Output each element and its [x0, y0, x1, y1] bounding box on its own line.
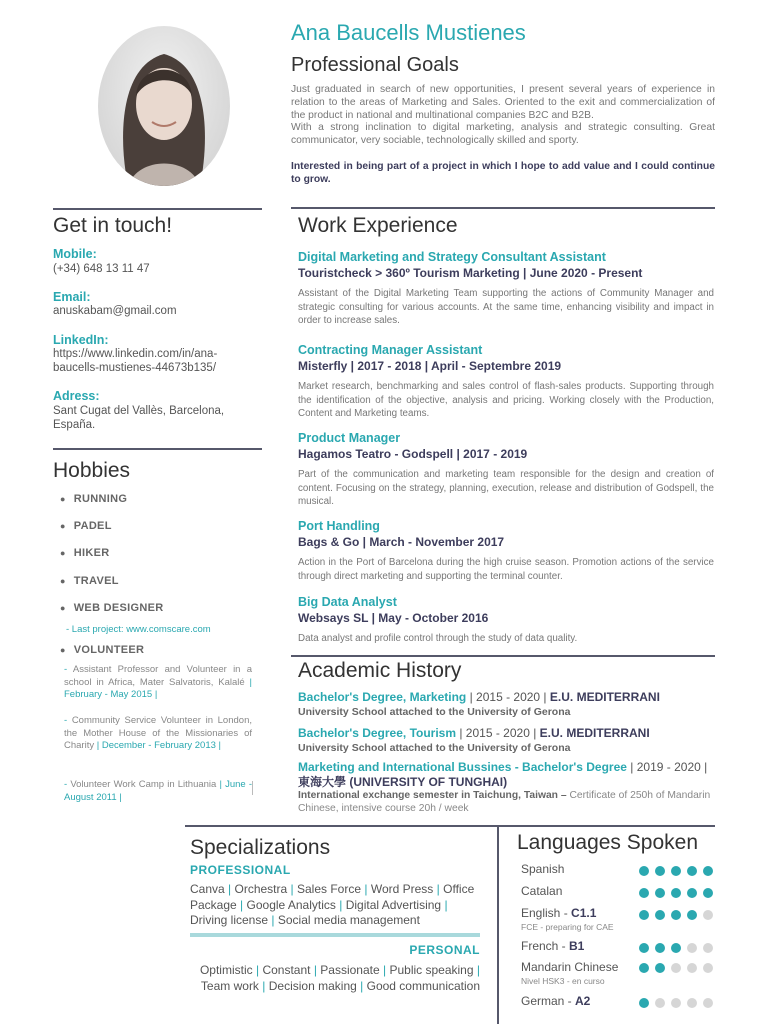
academic-title: Academic History	[298, 659, 462, 682]
vertical-divider	[497, 826, 499, 1024]
last-project-link[interactable]: - Last project: www.comscare.com	[66, 624, 211, 635]
language-row	[521, 992, 721, 1012]
language-name: German -	[521, 994, 576, 1008]
skill-item: Google Analytics	[246, 897, 336, 912]
degree-years: | 2015 - 2020 |	[459, 726, 537, 740]
level-dot-filled-icon	[639, 998, 649, 1008]
language-name: English -	[521, 906, 572, 920]
language-level-dots	[639, 907, 719, 925]
divider	[291, 655, 715, 657]
bullet-icon: ●	[60, 576, 66, 586]
divider	[53, 448, 262, 450]
school-sub	[298, 790, 714, 815]
address-line-1: Sant Cugat del Vallès, Barcelona,	[53, 405, 225, 417]
school-name: E.U. MEDITERRANI	[539, 726, 650, 740]
mobile-label: Mobile:	[53, 247, 97, 261]
mobile-value[interactable]: (+34) 648 13 11 47	[53, 263, 150, 275]
address-line-2: España.	[53, 419, 96, 431]
divider	[291, 207, 715, 209]
language-name: Spanish	[521, 862, 565, 876]
school-name: E.U. MEDITERRANI	[549, 690, 660, 704]
email-value[interactable]: anuskabam@gmail.com	[53, 305, 177, 317]
work-title: Work Experience	[298, 214, 458, 237]
language-name: French -	[521, 939, 570, 953]
level-dot-filled-icon	[639, 866, 649, 876]
language-note: Nivel HSK3 - en curso	[521, 976, 605, 986]
linkedin-value[interactable]	[53, 347, 217, 375]
specializations-title: Specializations	[190, 836, 331, 859]
bullet-icon: ●	[60, 645, 66, 655]
languages-title: Languages Spoken	[517, 831, 698, 854]
job-title: Digital Marketing and Strategy Consultant Assistant	[298, 250, 606, 264]
skill-item: Word Press	[370, 882, 434, 896]
job-entry	[298, 519, 714, 583]
level-dot-empty-icon	[655, 998, 665, 1008]
hobby-item	[60, 520, 112, 532]
goals-paragraph-1: Just graduated in search of new opportunities, I present several years of experience in relation to the areas of Marketing and Sales. Oriented to the exit and commercialization of the product in national and multinational companies B2C and B2B.	[291, 84, 715, 121]
level-dot-empty-icon	[687, 963, 697, 973]
hobby-item	[60, 644, 144, 656]
job-description: Data analyst and profile control through the study of data quality.	[298, 633, 578, 644]
level-dot-filled-icon	[639, 963, 649, 973]
level-dot-filled-icon	[655, 943, 665, 953]
job-title: Big Data Analyst	[298, 595, 397, 609]
volunteer-date: | June - August 2011 |	[64, 779, 253, 803]
level-dot-filled-icon	[687, 910, 697, 920]
skill-item: Passionate	[320, 963, 380, 977]
volunteer-date: | December - February 2013 |	[96, 740, 221, 751]
degree-title: Bachelor's Degree, Marketing	[298, 690, 467, 704]
professional-label: PROFESSIONAL	[190, 863, 291, 877]
language-row	[521, 904, 721, 934]
linkedin-label: LinkedIn:	[53, 333, 109, 347]
skill-item: Optimistic	[199, 963, 253, 977]
job-description: Assistant of the Digital Marketing Team supporting the actions of Community Manager and strategic consulting for various accounts. At the same time, enhancing visibility and impact in order to increase sales.	[298, 288, 714, 326]
goals-paragraph-3: Interested in being part of a project in which I hope to add value and I could continue to grow.	[291, 160, 715, 185]
hobbies-title: Hobbies	[53, 459, 131, 482]
level-dot-filled-icon	[671, 943, 681, 953]
job-entry	[298, 343, 714, 421]
degree-title: Bachelor's Degree, Tourism	[298, 726, 457, 740]
address-label: Adress:	[53, 389, 100, 403]
address-value	[53, 404, 224, 432]
job-company: Touristcheck > 360º Tourism Marketing | June 2020 - Present	[298, 266, 643, 280]
linkedin-line-1[interactable]: https://www.linkedin.com/in/ana-	[53, 348, 218, 360]
degree-years: | 2019 - 2020 |	[630, 760, 708, 774]
level-dot-filled-icon	[639, 910, 649, 920]
job-entry	[298, 250, 714, 328]
level-dot-empty-icon	[687, 998, 697, 1008]
hobby-label: RUNNING	[73, 493, 128, 505]
level-dot-empty-icon	[703, 943, 713, 953]
language-name: Mandarin Chinese	[521, 960, 619, 974]
level-dot-empty-icon	[703, 998, 713, 1008]
skill-item: Good communication	[366, 978, 480, 993]
dash-icon: -	[64, 715, 72, 726]
language-level-dots	[639, 940, 719, 958]
job-description: Action in the Port of Barcelona during the high cruise season. Promotion actions of the service through direct marketing and supporting the terminal counter.	[298, 557, 714, 582]
hobby-label: TRAVEL	[73, 575, 119, 587]
hobby-label: WEB DESIGNER	[73, 602, 164, 614]
bullet-icon: ●	[60, 548, 66, 558]
job-description: Part of the communication and marketing team responsible for the design and creation of content. Focusing on the strategy, planning, execution, release and distribution of Godspell, the musical.	[298, 469, 714, 507]
professional-skills: Canva | Orchestra | Sales Force | Word Press | Office Package | Google Analytics | Digital Advertising | Driving license | Social media management	[190, 882, 475, 927]
divider	[53, 208, 262, 210]
bullet-icon: ●	[60, 521, 66, 531]
job-title: Contracting Manager Assistant	[298, 343, 483, 357]
level-dot-empty-icon	[703, 963, 713, 973]
skill-item: Social media management	[277, 913, 420, 927]
level-dot-filled-icon	[687, 866, 697, 876]
volunteer-text: Volunteer Work Camp in Lithuania	[70, 779, 217, 790]
job-title: Port Handling	[298, 519, 380, 533]
level-dot-empty-icon	[671, 998, 681, 1008]
divider	[252, 781, 253, 795]
level-dot-filled-icon	[671, 888, 681, 898]
skill-item: Canva	[190, 882, 225, 896]
email-label: Email:	[53, 290, 91, 304]
language-row	[521, 958, 721, 988]
job-company: Hagamos Teatro - Godspell | 2017 - 2019	[298, 447, 528, 461]
candidate-name: Ana Baucells Mustienes	[291, 20, 526, 45]
level-dot-empty-icon	[671, 963, 681, 973]
hobby-label: HIKER	[73, 547, 110, 559]
level-dot-filled-icon	[687, 888, 697, 898]
job-entry	[298, 431, 714, 509]
goals-paragraph-2: With a strong inclination to digital marketing, analysis and strategic consulting. Great communicator, very sociable, technologically skilled and sporty.	[291, 122, 715, 147]
skill-item: Driving license	[190, 913, 269, 927]
hobby-item	[60, 493, 127, 505]
goals-title: Professional Goals	[291, 54, 459, 76]
level-dot-filled-icon	[703, 888, 713, 898]
skill-item: Constant	[262, 963, 311, 977]
language-row	[521, 882, 721, 902]
language-level: B1	[569, 939, 585, 953]
level-dot-filled-icon	[655, 910, 665, 920]
degree-title: Marketing and International Bussines - Bachelor's Degree	[298, 760, 627, 774]
goals-text	[291, 84, 715, 187]
volunteer-text: Community Service Volunteer in London, the Mother House of the Missionaries of Charity	[64, 715, 252, 751]
language-level-dots	[639, 960, 719, 978]
skill-item: Public speaking	[389, 963, 474, 977]
skill-item: Digital Advertising	[345, 897, 442, 912]
academic-entry	[298, 726, 718, 756]
level-dot-empty-icon	[687, 943, 697, 953]
language-name: Catalan	[521, 884, 563, 898]
volunteer-date: | February - May 2015 |	[64, 676, 252, 700]
divider	[185, 825, 715, 827]
personal-label: PERSONAL	[409, 943, 480, 957]
dash-icon: -	[64, 779, 71, 790]
job-company: Misterfly | 2017 - 2018 | April - Septembre 2019	[298, 359, 562, 373]
school-name: 東海大學 (UNIVERSITY OF TUNGHAI)	[298, 775, 508, 789]
job-entry	[298, 595, 714, 646]
personal-skills: Optimistic | Constant | Passionate | Public speaking | Team work | Decision making | Good communication	[199, 963, 480, 993]
language-row	[521, 937, 721, 957]
skill-item: Orchestra	[234, 882, 288, 896]
language-level-dots	[639, 885, 719, 903]
job-title: Product Manager	[298, 431, 401, 445]
exchange-note: Certificate of 250h of Mandarin Chinese, intensive course 20h / week	[298, 790, 711, 814]
school-sub: University School attached to the University of Gerona	[298, 706, 571, 718]
exchange-label: International exchange semester in Taichung, Taiwan –	[298, 790, 567, 801]
contact-title: Get in touch!	[53, 214, 173, 237]
language-note: FCE - preparing for CAE	[521, 922, 614, 932]
bullet-icon: ●	[60, 603, 66, 613]
person-portrait-icon	[98, 26, 230, 186]
skill-item: Sales Force	[297, 882, 362, 896]
level-dot-filled-icon	[655, 866, 665, 876]
level-dot-filled-icon	[639, 943, 649, 953]
volunteer-entry	[64, 779, 252, 804]
hobby-label: VOLUNTEER	[73, 644, 145, 656]
divider	[190, 933, 480, 937]
academic-entry	[298, 690, 718, 720]
level-dot-empty-icon	[703, 910, 713, 920]
hobby-item	[60, 575, 119, 587]
dash-icon: -	[64, 664, 73, 675]
level-dot-filled-icon	[703, 866, 713, 876]
language-level: C1.1	[571, 906, 597, 920]
profile-photo	[98, 26, 230, 186]
skill-item: Team work	[200, 978, 259, 993]
language-level: A2	[575, 994, 591, 1008]
job-description: Market research, benchmarking and sales control of flash-sales products. Supporting through the identification of the objective, analysis and pricing. Working closely with the Production, Content and Marketing teams.	[298, 381, 714, 419]
linkedin-line-2[interactable]: baucells-mustienes-44673b135/	[53, 362, 217, 374]
volunteer-entry	[64, 664, 252, 702]
level-dot-filled-icon	[671, 910, 681, 920]
language-level-dots	[639, 863, 719, 881]
language-row	[521, 860, 721, 880]
level-dot-filled-icon	[671, 866, 681, 876]
skill-item: Office Package	[190, 882, 475, 912]
job-company: Bags & Go | March - November 2017	[298, 535, 505, 549]
bullet-icon: ●	[60, 494, 66, 504]
level-dot-filled-icon	[655, 963, 665, 973]
volunteer-entry	[64, 715, 252, 753]
level-dot-filled-icon	[639, 888, 649, 898]
skill-item: Decision making	[268, 978, 357, 993]
volunteer-text: Assistant Professor and Volunteer in a school in Africa, Mater Salvatoris, Kalalé	[64, 664, 252, 688]
hobby-label: PADEL	[73, 520, 112, 532]
degree-years: | 2015 - 2020 |	[469, 690, 547, 704]
academic-entry	[298, 760, 714, 815]
hobby-item	[60, 547, 109, 559]
hobby-item	[60, 602, 164, 614]
level-dot-filled-icon	[655, 888, 665, 898]
last-project[interactable]	[66, 624, 211, 635]
language-level-dots	[639, 995, 719, 1013]
school-sub: University School attached to the University of Gerona	[298, 742, 571, 754]
job-company: Websays SL | May - October 2016	[298, 611, 489, 625]
